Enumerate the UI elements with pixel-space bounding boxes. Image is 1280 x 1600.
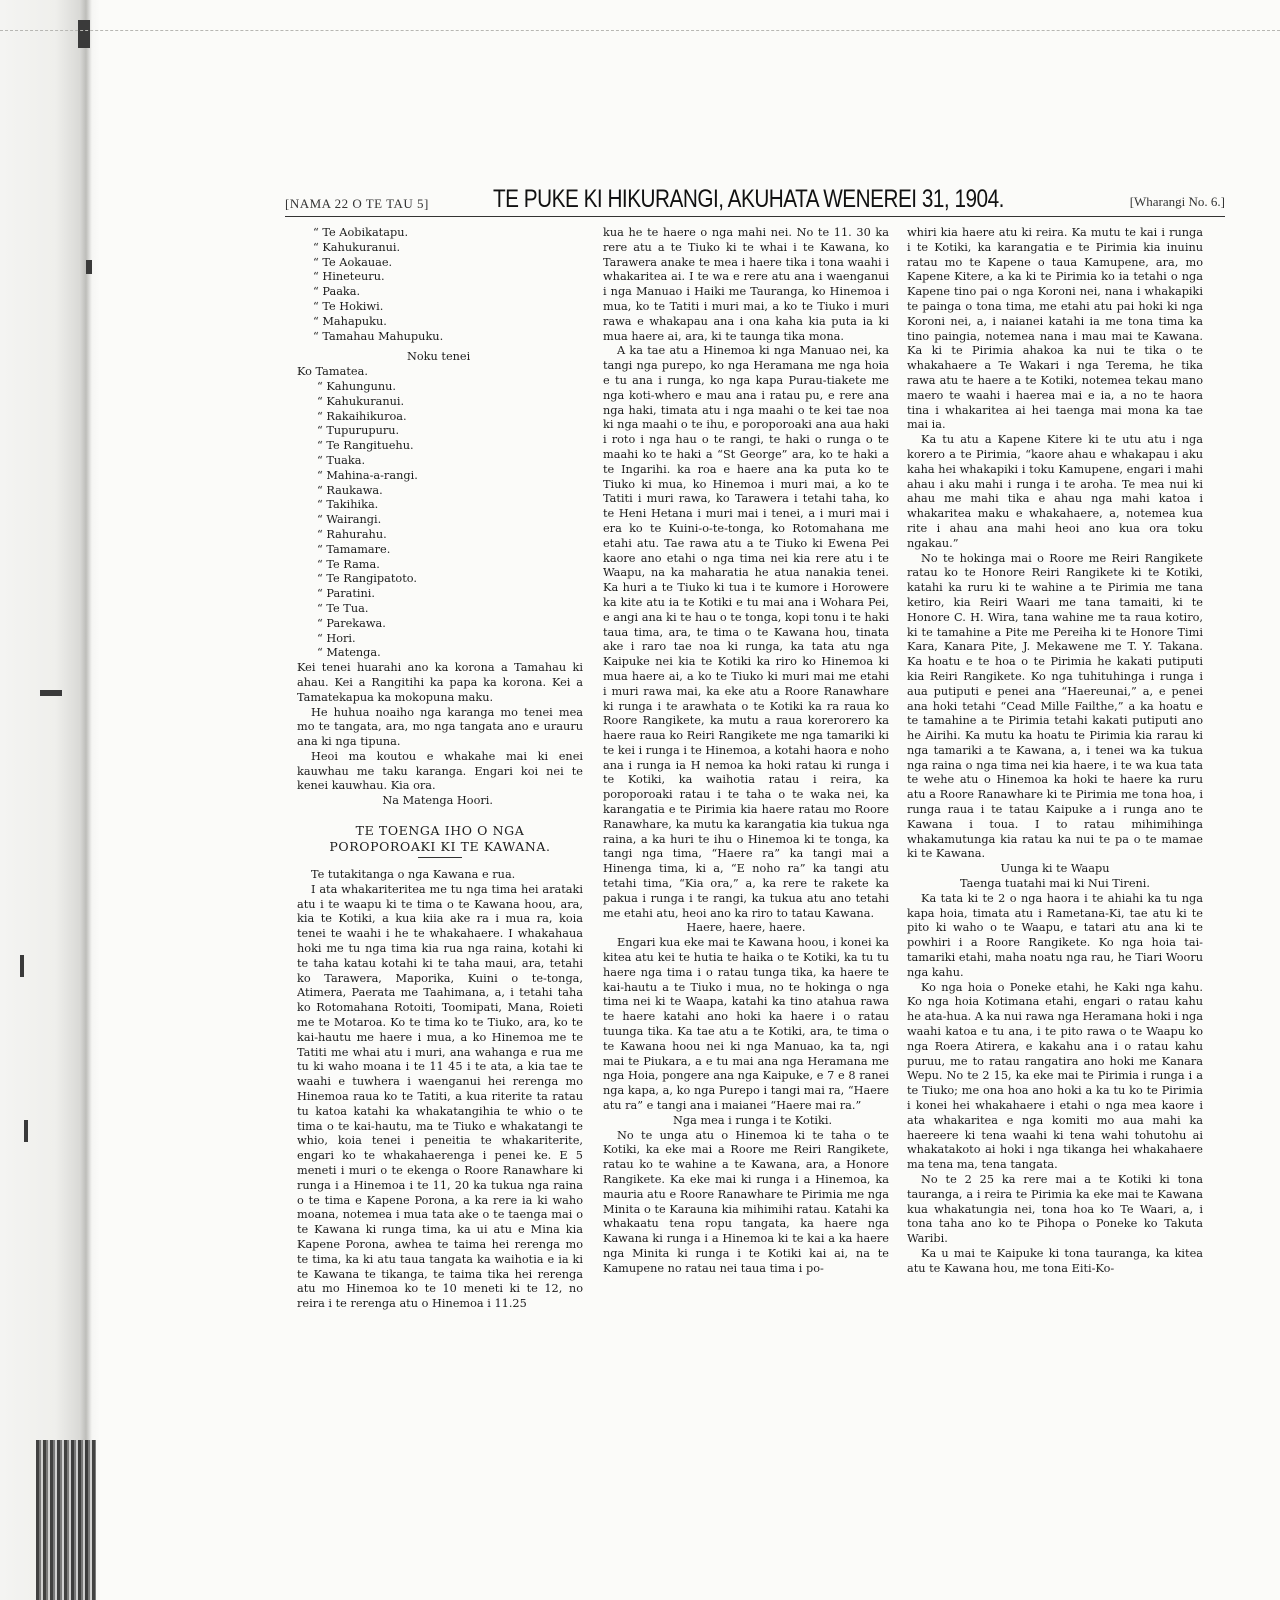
list-item: “ Kahukuranui.: [313, 240, 401, 254]
issue-number: [NAMA 22 O TE TAU 5]: [285, 196, 429, 211]
genealogy-list-1: [297, 226, 583, 344]
paragraph: Ko nga hoia o Poneke etahi, he Kaki nga kahu. Ko nga hoia Kotimana etahi, engari o ratau kahu he ata-hua. A ka nui rawa nga Heramana hoki i nga waahi katoa e tu ana, i te pito rawa o te Waapu ko nga Roera Atirera, e kakahu ana i o ratau kahu puruu, me to ratau rangatira ano hoki me Kanara Wepu. No te 2 15, ka eke mai te Pirimia i runga i a te Tiuko; me ona hoa ano hoki a ka tu ko te Pirimia i konei hei whakahaere i etahi o nga mea kaore i ata whakaritea e nga komiti mo aua mahi ka haereere ki tena waahi ki tena wahi tohutohu ai whakatakoto ai hoki i nga tikanga hei whakahaere ma tena ma, tena tangata.: [907, 980, 1203, 1172]
list-item: “ Tamahau Mahupuku.: [313, 329, 444, 343]
paragraph: Heoi ma koutou e whakahe mai ki enei kauwhau me taku karanga. Engari koi nei te kenei kauwhau. Kia ora.: [297, 749, 583, 793]
column-1: [297, 226, 583, 1586]
paragraph: Ka tata ki te 2 o nga haora i te ahiahi ka tu nga kapa hoia, timata atu i Rametana-Ki, tae atu ki te pito ki waho o te Waapu, e tatari atu ana ki te powhiri i a Roore Rangikete. Ko nga hoia tai-tamariki etahi, maha noatu nga rau, he Tiari Wooru nga kahu.: [907, 891, 1203, 979]
list-item: “ Rakaihikuroa.: [317, 409, 407, 423]
list-item: “ Kahungunu.: [317, 379, 397, 393]
list-item: “ Tupurupuru.: [317, 424, 400, 438]
list-item: “ Te Rama.: [317, 557, 380, 571]
paragraph: Ka u mai te Kaipuke ki tona tauranga, ka kitea atu te Kawana hou, me tona Eiti-Ko-: [907, 1246, 1203, 1275]
paragraph: Engari kua eke mai te Kawana hoou, i konei ka kitea atu kei te hutia te haika o te Kotiki, ka tu tu haere nga tima i o ratau tunga tika, ka haere te kai-hautu a te Tiuko i mua, no te hokinga o nga tima nei ki te Waapa, katahi ka tino atahua rawa te haere katahi ano hoki ka haere i o ratau tuunga tika. Ka tae atu a te Kotiki, ara, te tima o te Kawana hoou nei ki nga Manuao, ka ta, ngi mai te Piukara, a e tu mai ana nga Heramana me nga Hoia, pongere ana nga Kaipuke, e 7 e 8 ranei nga kapa, a, ko nga Purepo i tangi mai ra, “Haere atu ra” e tangi ana i maianei “Haere mai ra.”: [603, 936, 889, 1113]
paragraph: Te tutakitanga o nga Kawana e rua.: [311, 868, 516, 882]
paragraph: A ka tae atu a Hinemoa ki nga Manuao nei, ka tangi nga purepo, ko nga Heramana me nga hoia e tu ana i runga, ko nga kapa Purau-tiakete me nga koti-whero e mau ana i ratau pu, e rere ana nga haki, timata atu i nga maahi o te kei tae noa ki nga maahi o te ihu, e poroporoaki ana aua haki i roto i nga hau o te rangi, te haki o runga o te maahi ko te haki a “St George” ara, ko te haki a te Ingarihi. ka roa e haere ana ka puta ko te Tiuko ki mua, ko Hinemoa i muri mai, a ko te Tatiti i muri rawa, ko Tarawera i tetahi taha, ko te Heni Hetana i muri mai i tenei, a i muri mai i era ko te Kuini-o-te-tonga, ko Rotomahana me etahi atu. Tae rawa atu a te Tiuko ki Ewena Pei kaore ano etahi o nga tima nei kia rere atu i te Waapu, na ka maharatia he atua nanakia tenei. Ka huri a te Tiuko ki tua i te kumore i Horowere ka kite atu ia te Kotiki e tu mai ana i Wohara Pei, e angi ana ki te hau o te tonga, kopi tonu i te haki taua tima, ara, te tima o te Kawana hou, tinata ake i raro tae noa ki runga, ka tata atu nga Kaipuke nei kia te Kotiki ka riro ko Hinemoa ki mua haere ai, a ko te Tiuko ki muri mai me etahi i muri rawa mai, ka eke atu a Roore Ranawhare ki runga i te arawhata o te Kotiki ka ra raua ko Roore Rangikete, ka mutu a raua korerorero ka haere raua ko Reiri Rangikete me nga tamariki ki te kei i runga i te Hinemoa, a kotahi haora e noho ana i runga ia H nemoa ka hoki ratau ki runga i te Kotiki, ka waihotia ratau i reira, ka poroporoaki ratau i te taha o te waka nei, ka karangatia e te Pirimia kia haere ratau mo Roore Ranawhare, ka mutu ka karangatia kia tukua nga raina, a ka huri te ihu o Hinemoa ki te tonga, ka tangi nga tima, “Haere ra” ka tangi mai a Hinenga tima, ki a, “E noho ra” ka tangi atu tetahi tima, “Kia ora,” a, ka rere te rakete ka pakua i runga i te rangi, ka tukua atu ano tetahi me etahi atu, heoi ano ka riro to tatau Kawana.: [603, 344, 889, 920]
paragraph: Kei tenei huarahi ano ka korona a Tamahau ki ahau. Kei a Rangitihi ka papa ka korona. Kei a Tamatekapua ka mokopuna maku.: [297, 661, 583, 704]
list-item: “ Mahapuku.: [313, 314, 387, 328]
list-item: “ Paaka.: [313, 285, 361, 299]
list-item: “ Tuaka.: [317, 453, 366, 467]
list-item: “ Te Aokauae.: [313, 255, 393, 269]
list-item: “ Raukawa.: [317, 483, 383, 497]
paragraph: I ata whakariteritea me tu nga tima hei arataki atu i te waapu ki te tima o te Kawana hoou, ara, kia te Kotiki, a kua kiia ake ra i mua ra, koia tenei te waahi i he te whakahaere. I whakahaua hoki me tu nga tima kia rua nga raina, kotahi ki te taha katau kotahi ki te taha maui, ara, tetahi ko Tarawera, Maporika, Kuini o te-tonga, Atimera, Paerata me Taahimana, a, i tetahi taha ko Rotomahana Rotoiti, Toomipati, Mana, Roieti me te Motaroa. Ko te tima ko te Tiuko, ara, ko te kai-hautu me haere i mua, a ko Hinemoa me te Tatiti me whai atu i muri, ana wahanga e rua me tu ki waho moana i te 11 45 i te ata, a kia tae te waahi e tuwhera i waenganui hei rerenga mo Hinemoa raua ko te Tatiti, a kua riterite ta ratau tu katoa katahi ka whakatangihia te whio o te tima o te kai-hautu, ma te Tiuko e whakatangi te whio, koia tenei i peneitia te whakariterite, engari ko te whakahaerenga i penei ke. E 5 meneti i muri o te ekenga o Roore Ranawhare ki runga i a Hinemoa i te 11, 20 ka tukua nga raina o te tima e Kapene Porona, a ka rere ia ki waho moana, notemea i mua tata ake o te taenga mai o te Kawana ki runga tima, ka ui atu e Mina kia Kapene Porona, awhea te taima hei rerenga mo te tima, ka ki atu taua tangata ka waihotia e ia ki te Kawana te tikanga, te taima tika hei rerenga atu mo Hinemoa ko te 10 meneti ki te 12, no reira i te rerenga atu o Hinemoa i 11.25: [297, 882, 583, 1311]
subheading: Taenga tuatahi mai ki Nui Tireni.: [960, 877, 1150, 891]
signature: Na Matenga Hoori.: [382, 794, 493, 808]
list-item: “ Te Rangituehu.: [317, 439, 414, 453]
scan-artifact: [36, 1440, 96, 1600]
paragraph: No te hokinga mai o Roore me Reiri Rangikete ratau ko te Honore Reiri Rangikete ki te Kotiki, katahi ka ruru ki te wahine a te Pirimia me tana ketiro, kia Reiri Waari me tana tamaiti, ki te Honore C. H. Wira, tana wahine me ta raua kotiro, ki te tamahine a Pite me Pereiha ki te Honore Timi Kara, Kanara Pite, J. Mekawene me T. Y. Takana. Ka hoatu e te hoa o te Pirimia he kakati putiputi kia Reiri Rangikete. Ko nga tuhituhinga i runga i aua putiputi e penei ana “Haereunai,” a, e penei ana hoki tetahi “Cead Mille Failthe,” a ka hoatu e te tamahine a te Pirimia tetahi kakati putiputi ano he Airihi. Ka mutu ka hoatu te Pirimia kia rarau ki nga tamariki a te Kawana, a, i tenei wa ka tukua nga raina o nga tima nei kia haere, i te wa kua tata te wehe atu o Hinemoa ka hoki te haere ka ruru atu a Roore Ranawhare ki te Pirimia me tona hoa, i runga raua i te tatau Kaipuke a i runga ano te Kawana i toua. I to ratau mihimihinga whakamutunga kia ratau ka nui te pa o te mamae ki te Kawana.: [907, 551, 1203, 861]
list-item: “ Matenga.: [317, 646, 381, 660]
masthead: [285, 172, 1225, 217]
list-item: “ Te Rangipatoto.: [317, 572, 417, 586]
noku-tenei: Noku tenei: [407, 350, 471, 364]
paragraph: kua he te haere o nga mahi nei. No te 11. 30 ka rere atu a te Tiuko ki te whai i te Kawana, ko Tarawera anake te mea i haere tika i tona waahi i whakaritea ai. I te wa e rere atu ana i waenganui i nga Manuao i Haiki me Tauranga, ko Hinemoa i mua, ko te Tatiti i muri mai, a ko te Tiuko i muri rawa e whakapau ana i ona kaha kia puta ia ki mua haere ai, ara, ki te taunga tika mona.: [603, 226, 889, 343]
list-item: “ Takihika.: [317, 498, 379, 512]
list-item: “ Kahukuranui.: [317, 394, 405, 408]
paragraph: No te unga atu o Hinemoa ki te taha o te Kotiki, ka eke mai a Roore me Reiri Rangikete, ratau ko te wahine a te Kawana, ara, a Honore Rangikete. Ka eke mai ki runga i a Hinemoa, ka mauria atu e Roore Ranawhare te Pirimia me nga Minita o te Karauna kia mihimihi ratau. Katahi ka whakaatu tena ropu tangata, ka haere nga Kawana ki runga i a Hinemoa ki te kai a ka haere nga Minita ki runga i te Kotiki kai ai, na te Kamupene no ratau nei taua tima i po-: [603, 1128, 889, 1275]
heading-rule: [418, 857, 462, 858]
list-item: “ Te Aobikatapu.: [313, 226, 409, 239]
genealogy-list-2: [297, 380, 583, 661]
column-3: [907, 226, 1203, 1586]
column-2: [603, 226, 889, 1586]
newspaper-title: TE PUKE KI HIKURANGI, AKUHATA WENEREI 31, 1904.: [493, 185, 1004, 213]
subheading: Nga mea i runga i te Kotiki.: [673, 1113, 833, 1127]
page-top-edge: [0, 0, 1280, 31]
list-item: “ Parekawa.: [317, 616, 386, 630]
article-heading: TE TOENGA IHO O NGA POROPOROAKI KI TE KAWANA.: [329, 823, 551, 855]
list-item: “ Te Hokiwi.: [313, 299, 384, 313]
paragraph: He huhua noaiho nga karanga mo tenei mea mo te tangata, ara, mo nga tangata ano e urauru ana ki nga tipuna.: [297, 705, 583, 749]
page-number: [Wharangi No. 6.]: [1129, 194, 1225, 209]
list-item: “ Hori.: [317, 631, 356, 645]
list-item: “ Tamamare.: [317, 542, 391, 556]
subheading: Uunga ki te Waapu: [1000, 862, 1110, 876]
list-item: “ Paratini.: [317, 587, 375, 601]
ko-tamatea: Ko Tamatea.: [297, 365, 368, 379]
list-item: “ Te Tua.: [317, 601, 369, 615]
book-binding-shadow: [0, 0, 100, 1600]
list-item: “ Rahurahu.: [317, 527, 387, 541]
refrain: Haere, haere, haere.: [686, 921, 806, 935]
list-item: “ Hineteuru.: [313, 270, 385, 284]
list-item: “ Wairangi.: [317, 513, 382, 527]
paragraph: whiri kia haere atu ki reira. Ka mutu te kai i runga i te Kotiki, ka karangatia e te Pirimia kia inuinu ratau mo te Kapene o taua Kamupene, ara, mo Kapene Kitere, a ka ki te Pirimia ko ia tetahi o nga Kapene tino pai o nga Koroni nei, nana i whakapiki te painga o tona tima, me etahi atu pai hoki ki nga Koroni nei, a, i naianei katahi ia me tona tima ka tino paingia, notemea nana i mau mai te Kawana. Ka ki te Pirimia ahakoa ka nui te tika o te whakahaere a Te Wakari i nga Terema, he tika rawa atu te haere a te Kotiki, notemea tekau mano maero te waahi i haerea mai e ia, a no te haora tina i whakaritea ai hei taenga mai mona ka tae mai ia.: [907, 226, 1203, 432]
paragraph: Ka tu atu a Kapene Kitere ki te utu atu i nga korero a te Pirimia, “kaore ahau e whakapau i aku kaha hei whakapiki i toku Kamupene, engari i mahi ahau i aku mahi i runga i te aroha. Te mea nui ki ahau me mahi tika e ahau nga mahi katoa i whakaritea maku e whakahaere, a, notemea kua rite i ahau ana mahi heoi ano kua ora toku ngakau.”: [907, 433, 1203, 550]
list-item: “ Mahina-a-rangi.: [317, 468, 418, 482]
paragraph: No te 2 25 ka rere mai a te Kotiki ki tona tauranga, a i reira te Pirimia ka eke mai te Kawana kua whakatungia nei, tona hoa ko Te Waari, a, i tona taha ano ko te Pihopa o Poneke ko Takuta Waribi.: [907, 1173, 1203, 1246]
